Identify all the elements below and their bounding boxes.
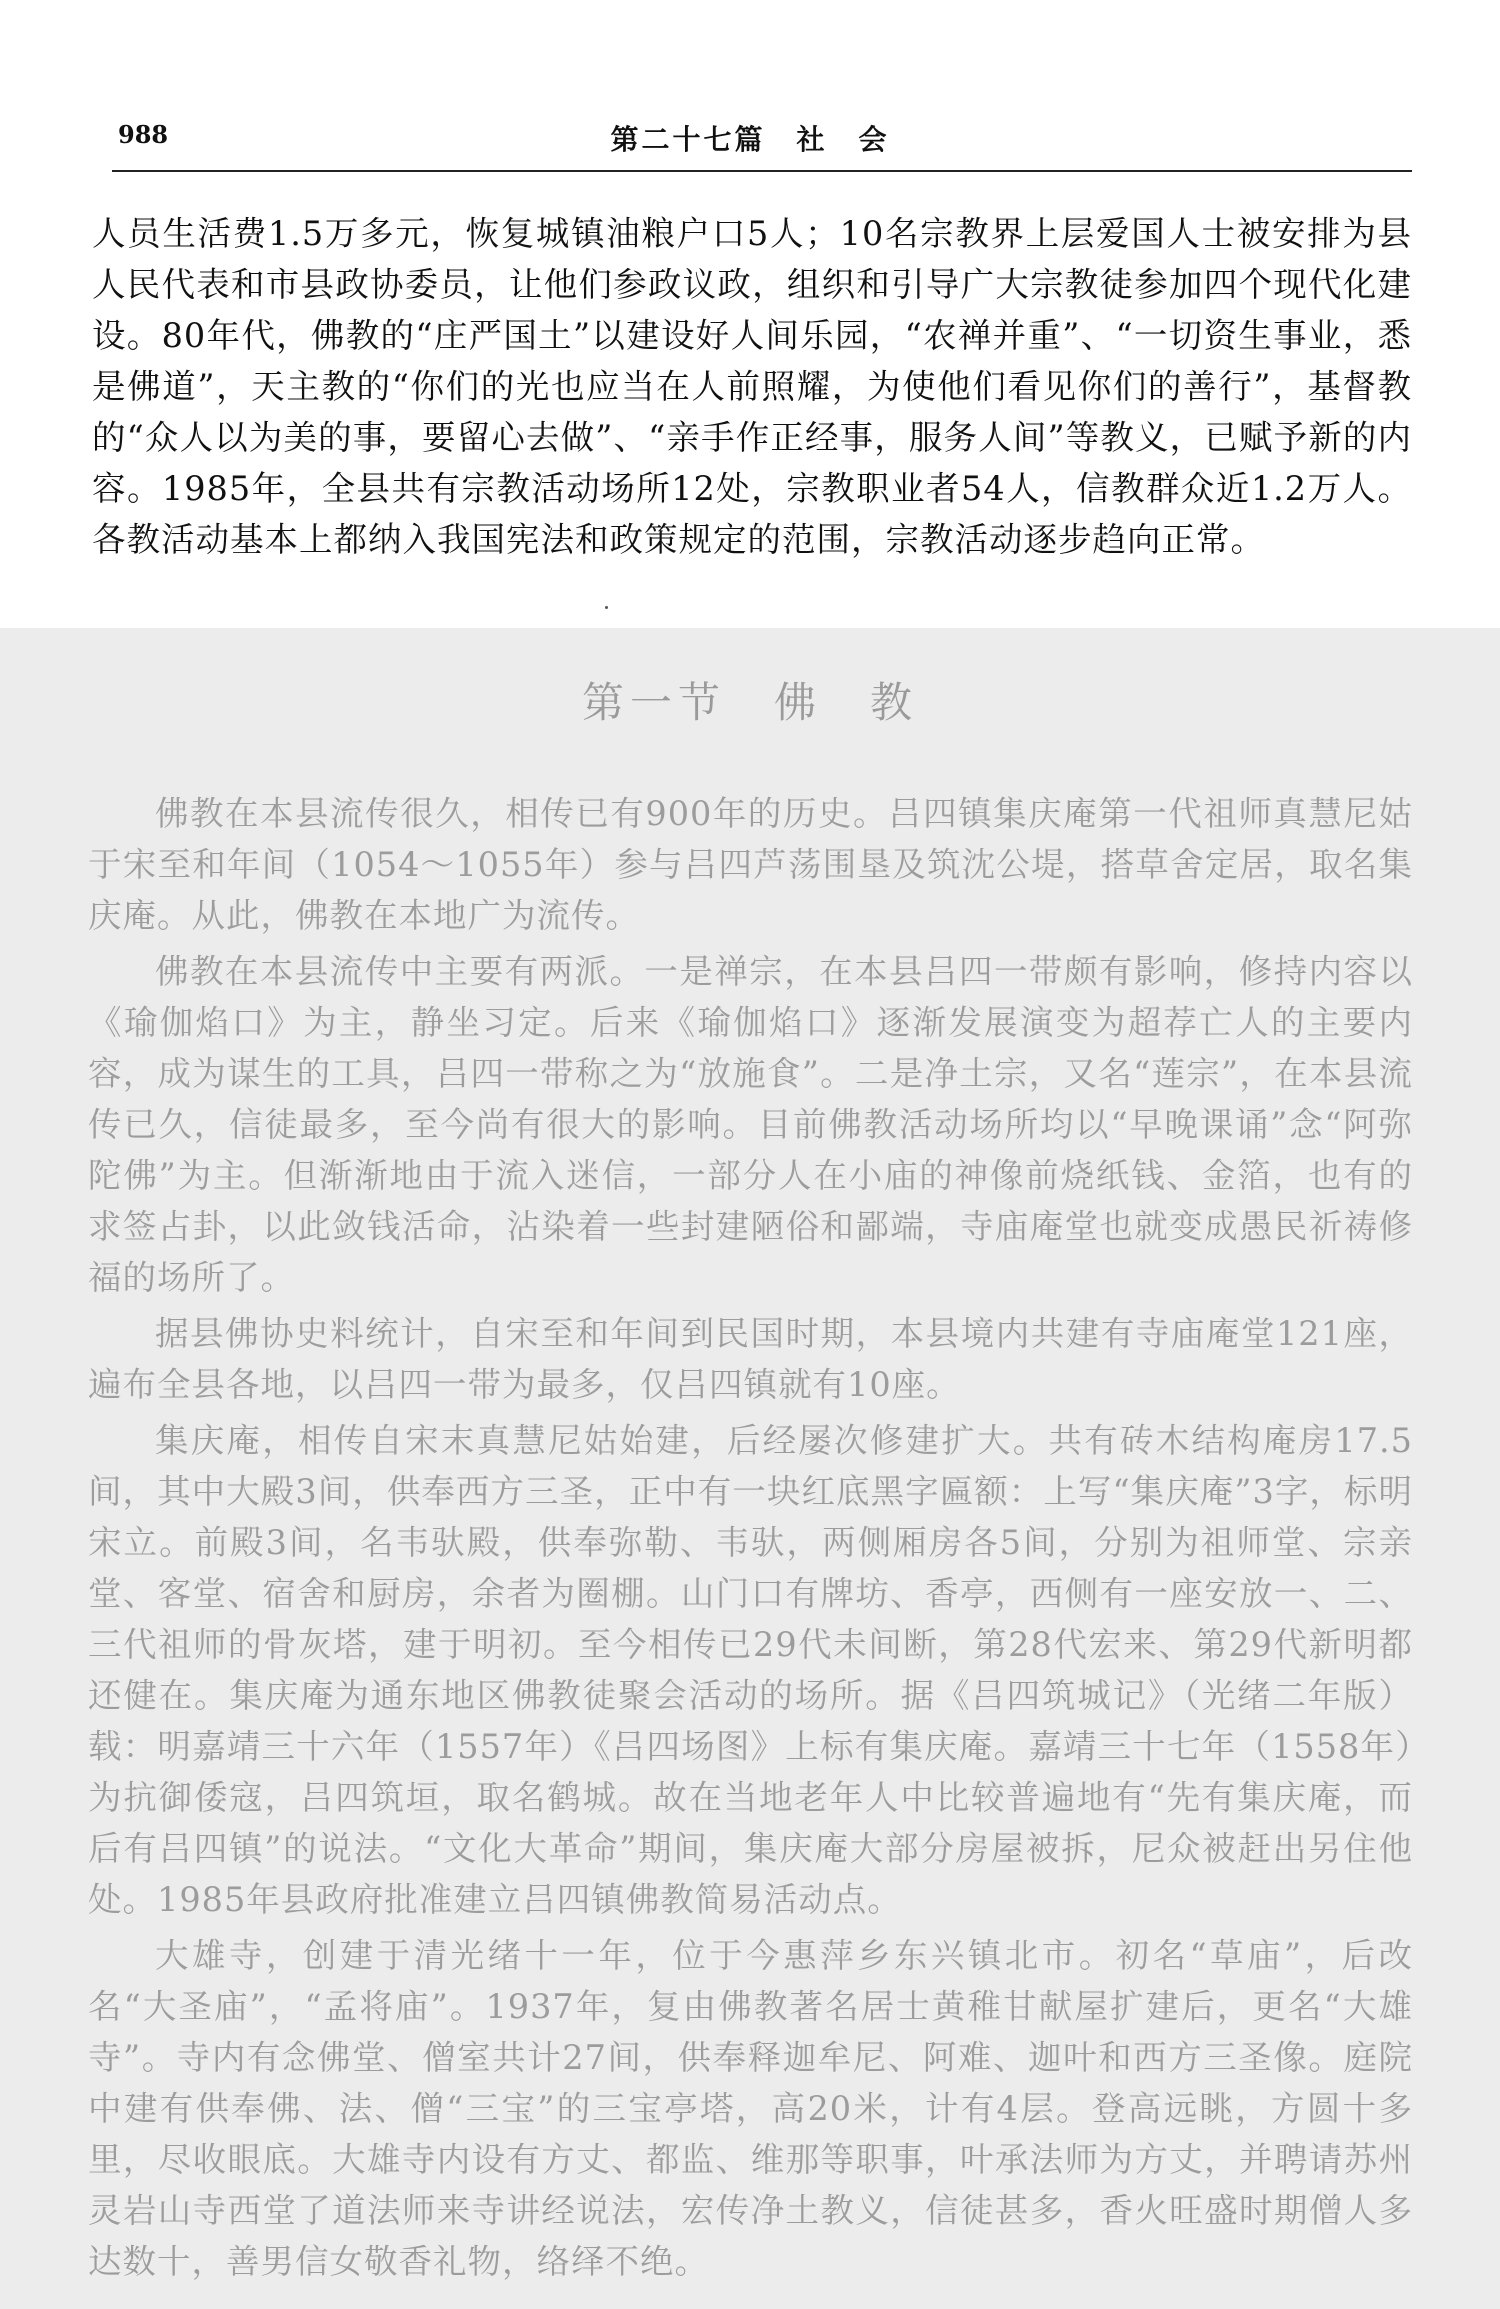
section-body (88, 788, 1413, 2292)
section-paragraph: 大雄寺，创建于清光绪十一年，位于今惠萍乡东兴镇北市。初名“草庙”，后改名“大圣庙”，“孟将庙”。1937年，复由佛教著名居士黄稚甘献屋扩建后，更名“大雄寺”。寺内有念佛堂、僧室共计27间，供奉释迦牟尼、阿难、迦叶和西方三圣像。庭院中建有供奉佛、法、僧“三宝”的三宝亭塔，高20米，计有4层。登高远眺，方圆十多里，尽收眼底。大雄寺内设有方丈、都监、维那等职事，叶承法师为方丈，并聘请苏州灵岩山寺西堂了道法师来寺讲经说法，宏传净土教义，信徒甚多，香火旺盛时期僧人多达数十，善男信女敬香礼物，络绎不绝。 (88, 1936, 1413, 2281)
intro-paragraph: 人员生活费1.5万多元，恢复城镇油粮户口5人；10名宗教界上层爱国人士被安排为县人民代表和市县政协委员，让他们参政议政，组织和引导广大宗教徒参加四个现代化建设。80年代，佛教的“庄严国土”以建设好人间乐园，“农禅并重”、“一切资生事业，悉是佛道”，天主教的“你们的光也应当在人前照耀，为使他们看见你们的善行”，基督教的“众人以为美的事，要留心去做”、“亲手作正经事，服务人间”等教义，已赋予新的内容。1985年，全县共有宗教活动场所12处，宗教职业者54人，信教群众近1.2万人。各教活动基本上都纳入我国宪法和政策规定的范围，宗教活动逐步趋向正常。 (92, 214, 1412, 559)
section-paragraph: 佛教在本县流传很久，相传已有900年的历史。吕四镇集庆庵第一代祖师真慧尼姑于宋至和年间（1054～1055年）参与吕四芦荡围垦及筑沈公堤，搭草舍定居，取名集庆庵。从此，佛教在本地广为流传。 (88, 794, 1413, 935)
intro-text (92, 208, 1412, 565)
section-paragraph: 据县佛协史料统计，自宋至和年间到民国时期，本县境内共建有寺庙庵堂121座，遍布全县各地，以吕四一带为最多，仅吕四镇就有10座。 (88, 1314, 1413, 1404)
section-buddhism (0, 628, 1500, 2309)
page-header (0, 0, 1500, 180)
stray-dot (605, 606, 608, 609)
page-number: 988 (118, 120, 169, 149)
section-paragraph: 佛教在本县流传中主要有两派。一是禅宗，在本县吕四一带颇有影响，修持内容以《瑜伽焰口》为主，静坐习定。后来《瑜伽焰口》逐渐发展演变为超荐亡人的主要内容，成为谋生的工具，吕四一带称之为“放施食”。二是净土宗，又名“莲宗”，在本县流传已久，信徒最多，至今尚有很大的影响。目前佛教活动场所均以“早晚课诵”念“阿弥陀佛”为主。但渐渐地由于流入迷信，一部分人在小庙的神像前烧纸钱、金箔，也有的求签占卦，以此敛钱活命，沾染着一些封建陋俗和鄙端，寺庙庵堂也就变成愚民祈祷修福的场所了。 (88, 952, 1413, 1297)
header-rule (112, 170, 1412, 172)
section-title: 第一节 佛 教 (581, 678, 918, 727)
running-title: 第二十七篇 社 会 (610, 123, 890, 156)
section-paragraph: 集庆庵，相传自宋末真慧尼姑始建，后经屡次修建扩大。共有砖木结构庵房17.5间，其中大殿3间，供奉西方三圣，正中有一块红底黑字匾额：上写“集庆庵”3字，标明宋立。前殿3间，名韦驮殿，供奉弥勒、韦驮，两侧厢房各5间，分别为祖师堂、宗亲堂、客堂、宿舍和厨房，余者为圈棚。山门口有牌坊、香亭，西侧有一座安放一、二、三代祖师的骨灰塔，建于明初。至今相传已29代未间断，第28代宏来、第29代新明都还健在。集庆庵为通东地区佛教徒聚会活动的场所。据《吕四筑城记》（光绪二年版）载：明嘉靖三十六年（1557年）《吕四场图》上标有集庆庵。嘉靖三十七年（1558年）为抗御倭寇，吕四筑垣，取名鹤城。故在当地老年人中比较普遍地有“先有集庆庵，而后有吕四镇”的说法。“文化大革命”期间，集庆庵大部分房屋被拆，尼众被赶出另住他处。1985年县政府批准建立吕四镇佛教简易活动点。 (88, 1421, 1413, 1919)
